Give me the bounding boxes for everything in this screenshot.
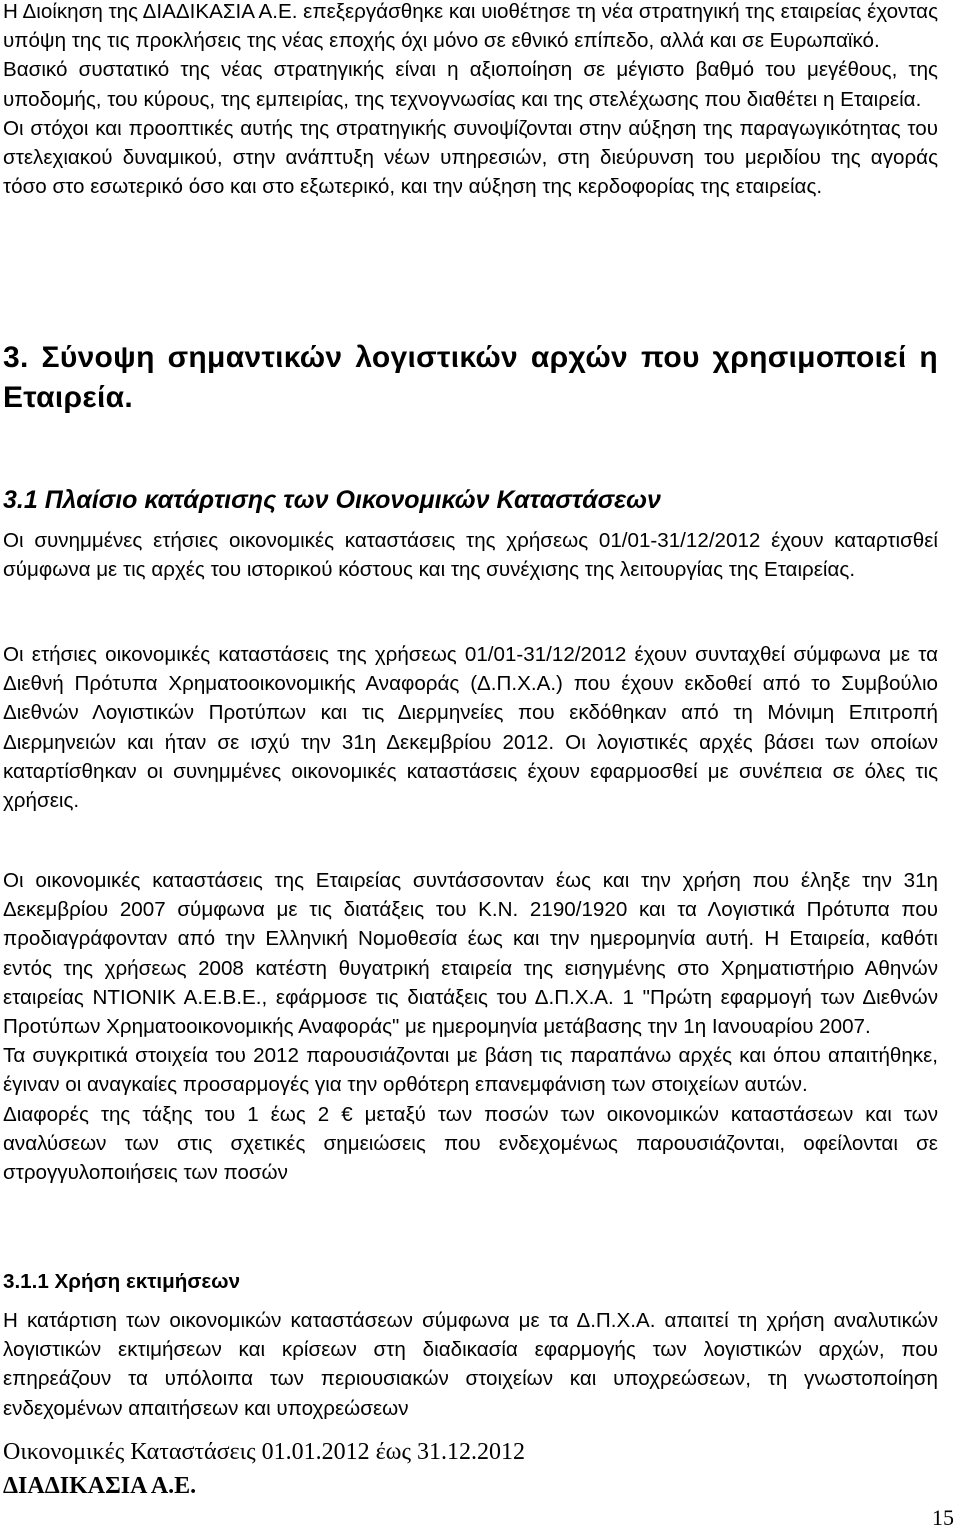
section-3-1-paragraph-5: Διαφορές της τάξης του 1 έως 2 € μεταξύ των ποσών των οικονομικών καταστάσεων και των αναλύσεων των στις σχετικές σημειώσεις που ενδεχομένως παρουσιάζονται, οφείλονται σε στρογγυλοποιήσεις των ποσών [3, 1102, 938, 1185]
section-3-1-1-paragraph-1: Η κατάρτιση των οικονομικών καταστάσεων σύμφωνα με τα Δ.Π.Χ.Α. απαιτεί τη χρήση αναλυτικών λογιστικών εκτιμήσεων και κρίσεων στη διαδικασία εφαρμογής των λογιστικών αρχών, που επηρεάζουν τα υπόλοιπα των περιουσιακών στοιχείων και υποχρεώσεων, τη γνωστοποίηση ενδεχομένων απαιτήσεων και υποχρεώσεων [3, 1309, 938, 1420]
footer-period: Οικονομικές Καταστάσεις 01.01.2012 έως 31.12.2012 [3, 1439, 525, 1465]
intro-paragraph-1: Η Διοίκηση της ΔΙΑΔΙΚΑΣΙΑ Α.Ε. επεξεργάσθηκε και υιοθέτησε τη νέα στρατηγική της εταιρείας έχοντας υπόψη της τις προκλήσεις της νέας εποχής όχι μόνο σε εθνικό επίπεδο, αλλά και σε Ευρωπαϊκό. [3, 0, 938, 53]
section-3-1-1-heading: 3.1.1 Χρήση εκτιμήσεων [3, 1270, 241, 1293]
section-3-1-paragraph-2: Οι ετήσιες οικονομικές καταστάσεις της χρήσεως 01/01-31/12/2012 έχουν συνταχθεί σύμφωνα με τα Διεθνή Πρότυπα Χρηματοοικονομικής Αναφοράς (Δ.Π.Χ.Α.) που έχουν εκδοθεί από το Συμβούλιο Διεθνών Λογιστικών Προτύπων και τις Διερμηνείες που εκδόθηκαν από τη Μόνιμη Επιτροπή Διερμηνειών και ήταν σε ισχύ την 31η Δεκεμβρίου 2012. Οι λογιστικές αρχές βάσει των οποίων καταρτίσθηκαν οι συνημμένες οικονομικές καταστάσεις έχουν εφαρμοσθεί με συνέπεια σε όλες τις χρήσεις. [3, 643, 938, 813]
section-3-1-paragraph-4: Τα συγκριτικά στοιχεία του 2012 παρουσιάζονται με βάση τις παραπάνω αρχές και όπου απαιτήθηκε, έγιναν οι αναγκαίες προσαρμογές για την ορθότερη επανεμφάνιση των στοιχείων αυτών. [3, 1044, 938, 1097]
intro-paragraph-2: Βασικό συστατικό της νέας στρατηγικής είναι η αξιοποίηση σε μέγιστο βαθμό του μεγέθους, της υποδομής, του κύρους, της εμπειρίας, της τεχνογνωσίας και της στελέχωσης που διαθέτει η Εταιρεία. [3, 58, 938, 111]
intro-paragraph-3: Οι στόχοι και προοπτικές αυτής της στρατηγικής συνοψίζονται στην αύξηση της παραγωγικότητας του στελεχιακού δυναμικού, στην ανάπτυξη νέων υπηρεσιών, στη διεύρυνση του μεριδίου της αγοράς τόσο στο εσωτερικό όσο και στο εξωτερικό, και την αύξηση της κερδοφορίας της εταιρείας. [3, 116, 938, 199]
footer-company: ΔΙΑΔΙΚΑΣΙΑ Α.Ε. [3, 1473, 197, 1499]
section-3-1-heading: 3.1 Πλαίσιο κατάρτισης των Οικονομικών Καταστάσεων [3, 486, 661, 514]
section-3-1-paragraph-1: Οι συνημμένες ετήσιες οικονομικές καταστάσεις της χρήσεως 01/01-31/12/2012 έχουν καταρτισθεί σύμφωνα με τις αρχές του ιστορικού κόστους και της συνέχισης της λειτουργίας της Εταιρείας. [3, 529, 938, 582]
intro-text [3, 0, 938, 201]
section-3-1-paragraph-3: Οι οικονομικές καταστάσεις της Εταιρείας συντάσσονταν έως και την χρήση που έληξε την 31η Δεκεμβρίου 2007 σύμφωνα με τις διατάξεις του Κ.Ν. 2190/1920 και τα Λογιστικά Πρότυπα που προδιαγράφονταν από την Ελληνική Νομοθεσία έως και την ημερομηνία αυτή. Η Εταιρεία, καθότι εντός της χρήσεως 2008 κατέστη θυγατρική εταιρεία της εισηγμένης στο Χρηματιστήριο Αθηνών εταιρείας ΝΤΙΟΝΙΚ Α.Ε.Β.Ε., εφάρμοσε τις διατάξεις του Δ.Π.Χ.Α. 1 "Πρώτη εφαρμογή των Διεθνών Προτύπων Χρηματοοικονομικής Αναφοράς" με ημερομηνία μετάβασης την 1η Ιανουαρίου 2007. Τα συγκριτικά στοιχεία του 2012 παρουσιάζονται με βάση τις παραπάνω αρχές και όπου απαιτήθηκε, έγιναν οι αναγκαίες προσαρμογές για την ορθότερη επανεμφάνιση των στοιχείων αυτών. Διαφορές της τάξης του 1 έως 2 € μεταξύ των ποσών των οικονομικών καταστάσεων και των αναλύσεων των στις σχετικές σημειώσεις που ενδεχομένως παρουσιάζονται, οφείλονται σε στρογγυλοποιήσεις των ποσών [3, 866, 938, 1187]
page-number: 15 [932, 1505, 954, 1530]
section-3-heading: 3. Σύνοψη σημαντικών λογιστικών αρχών που χρησιμοποιεί η Εταιρεία. [3, 341, 938, 414]
